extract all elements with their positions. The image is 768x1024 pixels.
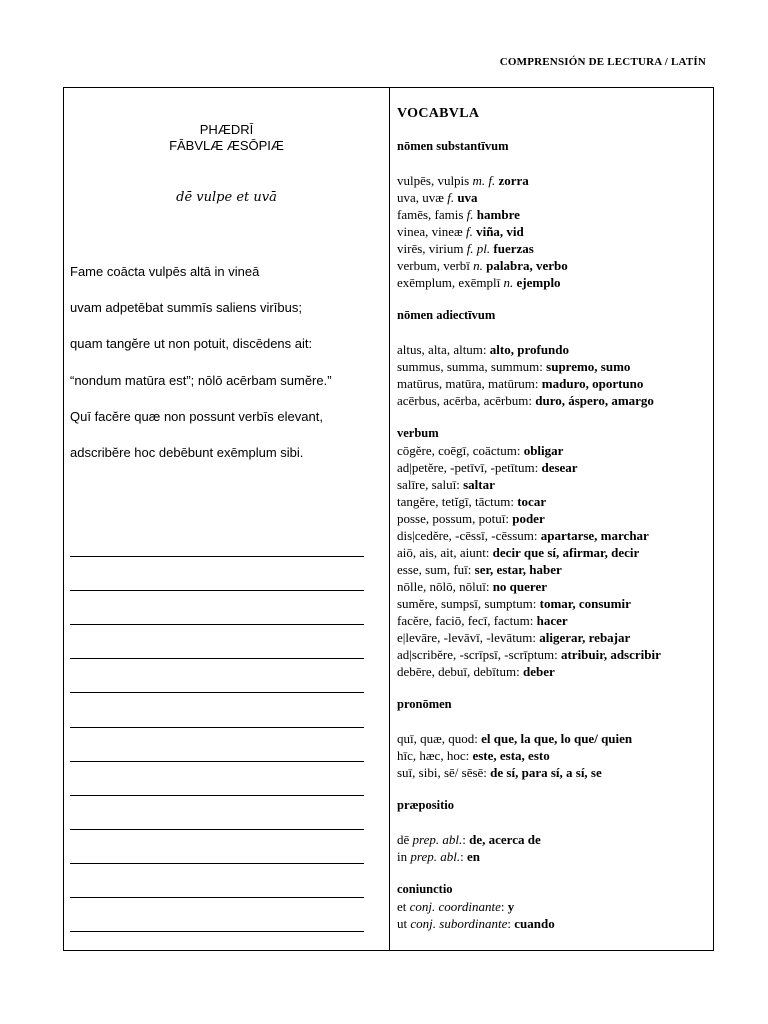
vocab-entry — [397, 848, 713, 865]
spanish-meaning: en — [466, 849, 480, 864]
spanish-meaning: fuerzas — [490, 241, 534, 256]
worksheet-frame — [63, 87, 714, 951]
answer-line[interactable] — [70, 693, 364, 727]
grammar-note: prep. abl. — [410, 849, 461, 864]
vocab-entry — [397, 730, 713, 747]
latin-term: nōlle, nōlō, nōluī: — [397, 579, 493, 594]
grammar-note: f. — [465, 224, 473, 239]
verse-line: Fame coācta vulpēs altā in vineā — [70, 264, 260, 279]
vocab-entry — [397, 629, 713, 646]
vocab-entry — [397, 172, 713, 189]
vocab-entry — [397, 375, 713, 392]
spanish-meaning: zorra — [495, 173, 529, 188]
answer-line[interactable] — [70, 591, 364, 625]
vocabulary-column — [397, 88, 713, 950]
latin-term: altus, alta, altum: — [397, 342, 490, 357]
vocabulary-list — [397, 88, 713, 932]
spanish-meaning: hacer — [536, 613, 568, 628]
answer-line[interactable] — [70, 898, 364, 932]
vocab-section — [397, 881, 713, 932]
vocab-entry — [397, 544, 713, 561]
spanish-meaning: tocar — [517, 494, 547, 509]
latin-term: cōgĕre, coēgī, coāctum: — [397, 443, 524, 458]
vocab-entry — [397, 223, 713, 240]
answer-line[interactable] — [70, 762, 364, 796]
section-heading: præpositio — [397, 798, 454, 812]
verse-line: quam tangĕre ut non potuit, discēdens ait: — [70, 336, 313, 352]
section-heading: coniunctio — [397, 882, 453, 896]
latin-term: dē — [397, 832, 413, 847]
vocabulary-title: VOCABVLA — [397, 106, 480, 121]
vocab-section — [397, 307, 713, 409]
latin-term: debēre, debuī, debītum: — [397, 664, 523, 679]
answer-line[interactable] — [70, 830, 364, 864]
spanish-meaning: y — [507, 899, 515, 914]
answer-line[interactable] — [70, 864, 364, 898]
spanish-meaning: de, acerca de — [469, 832, 541, 847]
vocab-entry — [397, 358, 713, 375]
vocab-section — [397, 138, 713, 291]
grammar-note: f. — [447, 190, 455, 205]
vocab-entry — [397, 476, 713, 493]
fable-verses — [70, 262, 385, 479]
vocab-entry — [397, 764, 713, 781]
latin-term: matūrus, matūra, matūrum: — [397, 376, 542, 391]
vocab-entry — [397, 747, 713, 764]
section-heading: pronōmen — [397, 697, 452, 711]
spanish-meaning: el que, la que, lo que/ quien — [481, 731, 633, 746]
grammar-note: m. f. — [472, 173, 496, 188]
vocab-entry — [397, 561, 713, 578]
separator: : — [500, 899, 508, 914]
answer-line[interactable] — [70, 728, 364, 762]
latin-term: famēs, famis — [397, 207, 467, 222]
author-title — [64, 122, 389, 154]
latin-term: sumĕre, sumpsī, sumptum: — [397, 596, 540, 611]
verse-line: adscribĕre hoc debēbunt exēmplum sibi. — [70, 444, 304, 460]
vocab-entry — [397, 493, 713, 510]
spanish-meaning: alto, profundo — [489, 342, 570, 357]
spanish-meaning: ser, estar, haber — [474, 562, 562, 577]
latin-term: summus, summa, summum: — [397, 359, 547, 374]
answer-line[interactable] — [70, 523, 364, 557]
latin-term: ad|petĕre, -petīvī, -petītum: — [397, 460, 542, 475]
spanish-meaning: palabra, verbo — [482, 258, 568, 273]
answer-line[interactable] — [70, 659, 364, 693]
vocab-entry — [397, 257, 713, 274]
grammar-note: f. — [466, 207, 474, 222]
spanish-meaning: apartarse, marchar — [540, 528, 649, 543]
answer-line[interactable] — [70, 796, 364, 830]
latin-term: facĕre, faciō, fecī, factum: — [397, 613, 537, 628]
separator: : — [507, 916, 515, 931]
vocab-entry — [397, 459, 713, 476]
spanish-meaning: este, esta, esto — [472, 748, 550, 763]
spanish-meaning: atribuir, adscribir — [560, 647, 661, 662]
latin-term: hīc, hæc, hoc: — [397, 748, 473, 763]
latin-term: in — [397, 849, 411, 864]
section-heading: nōmen substantīvum — [397, 139, 509, 153]
latin-term: salīre, saluī: — [397, 477, 464, 492]
spanish-meaning: decir que sí, afirmar, decir — [492, 545, 640, 560]
spanish-meaning: obligar — [523, 443, 564, 458]
latin-term: uva, uvæ — [397, 190, 448, 205]
vocab-entry — [397, 915, 713, 932]
latin-term: tangĕre, tetĭgī, tāctum: — [397, 494, 518, 509]
spanish-meaning: tomar, consumir — [539, 596, 631, 611]
grammar-note: prep. abl. — [412, 832, 463, 847]
spanish-meaning: poder — [512, 511, 545, 526]
grammar-note: f. pl. — [466, 241, 491, 256]
page-header: COMPRENSIÓN DE LECTURA / LATÍN — [499, 56, 706, 68]
section-gap — [397, 155, 713, 172]
spanish-meaning: cuando — [514, 916, 555, 931]
vocab-entry — [397, 595, 713, 612]
answer-lines — [70, 523, 364, 932]
vocab-entry — [397, 442, 713, 459]
fable-title: dē vulpe et uvā — [176, 190, 277, 205]
section-gap — [397, 713, 713, 730]
grammar-note: n. — [503, 275, 514, 290]
vocab-entry — [397, 612, 713, 629]
latin-term: acērbus, acērba, acērbum: — [397, 393, 536, 408]
answer-line[interactable] — [70, 625, 364, 659]
section-heading: verbum — [397, 426, 439, 440]
latin-term: e|levāre, -levāvī, -levātum: — [397, 630, 540, 645]
spanish-meaning: hambre — [473, 207, 520, 222]
spanish-meaning: aligerar, rebajar — [539, 630, 631, 645]
vocab-entry — [397, 240, 713, 257]
latin-term: virēs, virium — [397, 241, 467, 256]
verse-line: uvam adpetēbat summīs saliens virībus; — [70, 300, 302, 316]
vocab-section — [397, 425, 713, 680]
vocab-entry — [397, 341, 713, 358]
spanish-meaning: ejemplo — [513, 275, 561, 290]
vocab-entry — [397, 527, 713, 544]
vocab-entry — [397, 898, 713, 915]
verse-line: Quī facĕre quæ non possunt verbīs elevant, — [70, 408, 323, 424]
vocab-entry — [397, 189, 713, 206]
section-gap — [397, 324, 713, 341]
answer-line[interactable] — [70, 557, 364, 591]
spanish-meaning: uva — [454, 190, 478, 205]
separator: : — [462, 832, 470, 847]
latin-term: aiō, ais, ait, aiunt: — [397, 545, 493, 560]
spanish-meaning: no querer — [492, 579, 547, 594]
latin-term: et — [397, 899, 410, 914]
spanish-meaning: duro, áspero, amargo — [535, 393, 654, 408]
vocab-entry — [397, 274, 713, 291]
latin-term: ad|scribĕre, -scrīpsī, -scrīptum: — [397, 647, 561, 662]
latin-term: verbum, verbī — [397, 258, 474, 273]
column-divider — [389, 88, 390, 950]
vocab-entry — [397, 510, 713, 527]
spanish-meaning: desear — [541, 460, 578, 475]
spanish-meaning: supremo, sumo — [546, 359, 631, 374]
grammar-note: conj. coordinante — [409, 899, 501, 914]
vocab-section — [397, 797, 713, 865]
text-column — [64, 88, 389, 950]
latin-term: esse, sum, fuī: — [397, 562, 475, 577]
latin-term: quī, quæ, quod: — [397, 731, 482, 746]
latin-term: exēmplum, exēmplī — [397, 275, 504, 290]
spanish-meaning: maduro, oportuno — [541, 376, 644, 391]
vocab-entry — [397, 392, 713, 409]
verse-line: “nondum matūra est”; nōlō acērbam sumĕre.” — [70, 372, 332, 388]
latin-term: vulpēs, vulpis — [397, 173, 473, 188]
vocab-entry — [397, 831, 713, 848]
section-gap — [397, 814, 713, 831]
work-title: FĀBVLÆ ÆSŌPIÆ — [169, 138, 284, 153]
grammar-note: n. — [473, 258, 483, 273]
vocab-section — [397, 696, 713, 781]
vocab-entry — [397, 206, 713, 223]
spanish-meaning: viña, vid — [472, 224, 524, 239]
latin-term: ut — [397, 916, 411, 931]
latin-term: dis|cedĕre, -cēssī, -cēssum: — [397, 528, 541, 543]
spanish-meaning: de sí, para sí, a sí, se — [490, 765, 602, 780]
vocab-entry — [397, 578, 713, 595]
spanish-meaning: saltar — [463, 477, 495, 492]
vocab-entry — [397, 663, 713, 680]
vocab-entry — [397, 646, 713, 663]
grammar-note: conj. subordinante — [410, 916, 508, 931]
section-heading: nōmen adiectīvum — [397, 308, 496, 322]
separator: : — [460, 849, 467, 864]
spanish-meaning: deber — [523, 664, 555, 679]
latin-term: vinea, vineæ — [397, 224, 466, 239]
latin-term: suī, sibi, sē/ sēsē: — [397, 765, 491, 780]
latin-term: posse, possum, potuī: — [397, 511, 513, 526]
author-name: PHÆDRĪ — [199, 122, 254, 137]
